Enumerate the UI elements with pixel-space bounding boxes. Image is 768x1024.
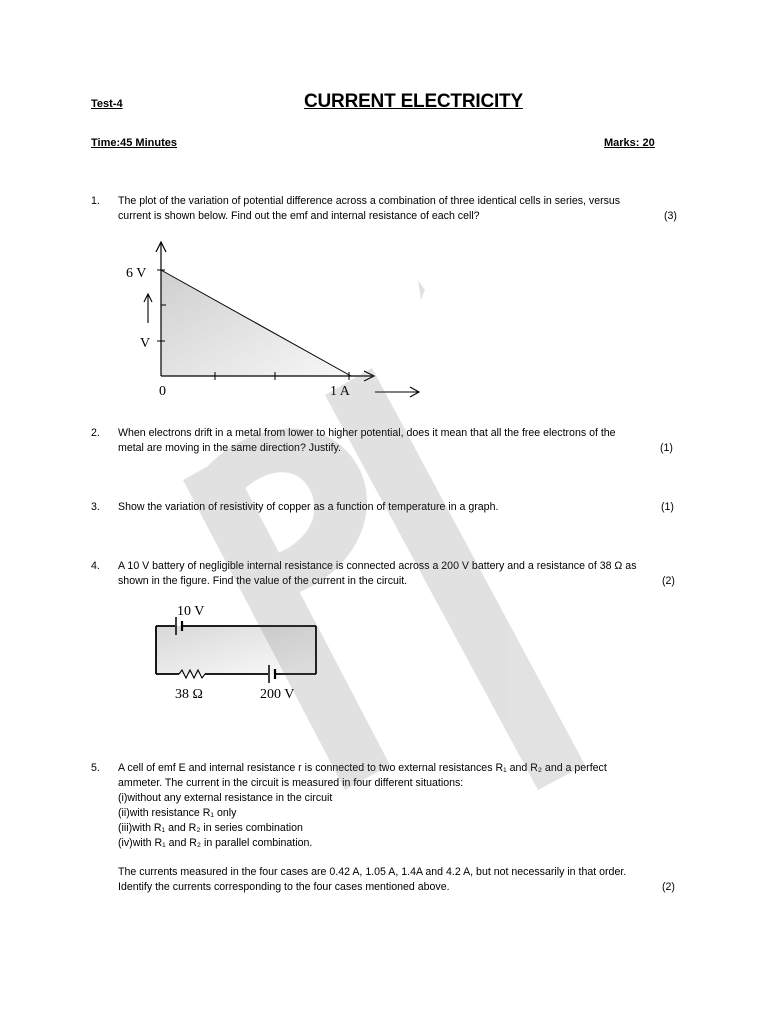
y-tick-label: 6 V xyxy=(126,266,147,281)
page-title: CURRENT ELECTRICITY xyxy=(304,91,523,112)
question-line: shown in the figure. Find the value of the current in the circuit. xyxy=(118,575,408,587)
marks-label: Marks: 20 xyxy=(604,137,655,149)
question-number: 3. xyxy=(91,501,100,513)
question-line: (ii)with resistance R₁ only xyxy=(118,807,237,819)
question-line: Show the variation of resistivity of copper as a function of temperature in a graph. xyxy=(118,501,499,513)
question-number: 1. xyxy=(91,195,100,207)
question-marks: (1) xyxy=(660,442,673,454)
question-text xyxy=(118,761,678,851)
question-line: Identify the currents corresponding to the four cases mentioned above. xyxy=(118,881,450,893)
question-line: A cell of emf E and internal resistance r is connected to two external resistances R₁ and R₂ and a perfect xyxy=(118,762,607,774)
question-marks: (2) xyxy=(662,575,675,587)
question-line: (iv)with R₁ and R₂ in parallel combination. xyxy=(118,837,313,849)
battery-10v-label: 10 V xyxy=(177,604,205,619)
question-line: The plot of the variation of potential difference across a combination of three identical cells in series, versus xyxy=(118,195,621,207)
origin-label: 0 xyxy=(159,384,166,399)
question-text-continued xyxy=(118,865,678,895)
question-line: The currents measured in the four cases are 0.42 A, 1.05 A, 1.4A and 4.2 A, but not necessarily in that order. xyxy=(118,866,627,878)
question-line: (i)without any external resistance in the circuit xyxy=(118,792,333,804)
question-marks: (1) xyxy=(661,501,674,513)
circuit-diagram xyxy=(145,598,330,708)
question-line: (iii)with R₁ and R₂ in series combination xyxy=(118,822,303,834)
circuit-fill xyxy=(156,626,316,674)
question-line: metal are moving in the same direction? Justify. xyxy=(118,442,341,454)
question-text xyxy=(118,559,678,589)
question-text xyxy=(118,426,678,456)
question-marks: (3) xyxy=(664,210,677,222)
question-line: ammeter. The current in the circuit is measured in four different situations: xyxy=(118,777,464,789)
question-line: A 10 V battery of negligible internal resistance is connected across a 200 V battery and a resistance of 38 Ω as xyxy=(118,560,637,572)
test-label: Test-4 xyxy=(91,98,123,110)
question-line: When electrons drift in a metal from lower to higher potential, does it mean that all the free electrons of the xyxy=(118,427,616,439)
resistor-label: 38 Ω xyxy=(175,687,203,702)
question-marks: (2) xyxy=(662,881,675,893)
battery-200v-label: 200 V xyxy=(260,687,295,702)
vi-graph xyxy=(110,235,430,405)
question-text xyxy=(118,500,678,515)
x-end-label: 1 A xyxy=(330,384,350,399)
question-number: 2. xyxy=(91,427,100,439)
question-line: current is shown below. Find out the emf and internal resistance of each cell? xyxy=(118,210,480,222)
question-text xyxy=(118,194,678,224)
y-axis-label: V xyxy=(140,336,151,351)
question-number: 4. xyxy=(91,560,100,572)
question-number: 5. xyxy=(91,762,100,774)
time-label: Time:45 Minutes xyxy=(91,137,177,149)
